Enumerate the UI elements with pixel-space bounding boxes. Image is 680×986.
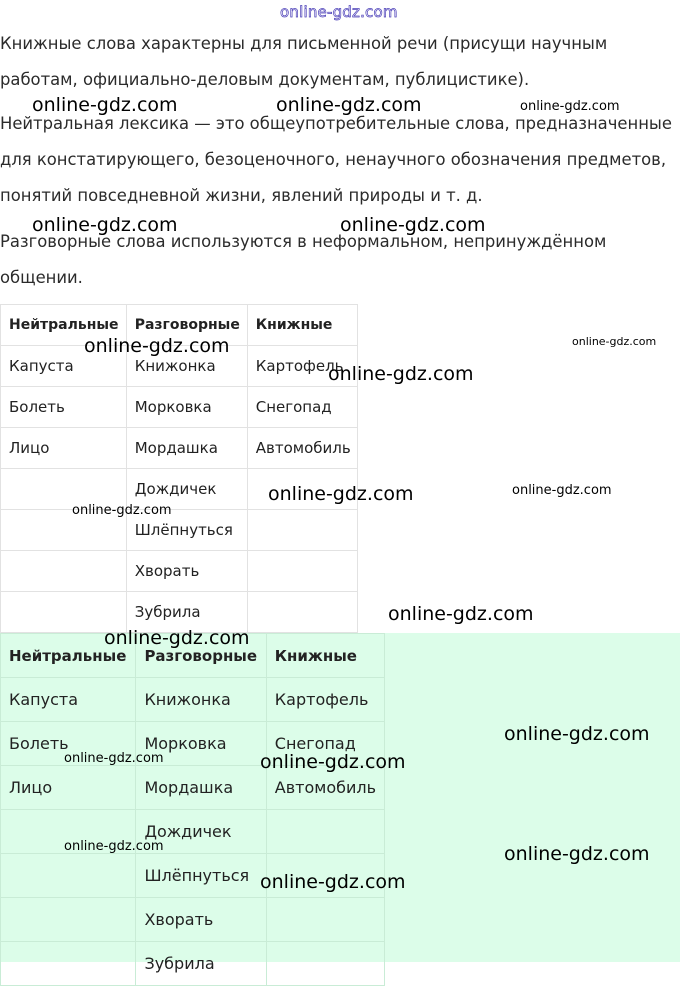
table-cell: Хворать bbox=[126, 551, 247, 592]
table-row bbox=[1, 387, 358, 428]
watermark: online-gdz.com bbox=[64, 751, 164, 766]
table-cell: Капуста bbox=[1, 678, 136, 722]
watermark: online-gdz.com bbox=[512, 483, 612, 498]
table-cell: Картофель bbox=[247, 346, 357, 387]
table-cell: Морковка bbox=[126, 387, 247, 428]
column-header: Нейтральные bbox=[1, 305, 127, 346]
paragraph-line: для констатирующего, безоценочного, ненаучного обозначения предметов, bbox=[0, 150, 667, 169]
paragraph-line: Книжные слова характерны для письменной речи (присущи научным bbox=[0, 34, 608, 53]
table-cell: Хворать bbox=[136, 898, 266, 942]
watermark: online-gdz.com bbox=[64, 839, 164, 854]
watermark: online-gdz.com bbox=[340, 214, 486, 236]
table-row bbox=[1, 428, 358, 469]
paragraph-line: понятий повседневной жизни, явлений природы и т. д. bbox=[0, 186, 483, 205]
table-cell: Мордашка bbox=[136, 766, 266, 810]
table-cell bbox=[1, 810, 136, 854]
table-cell bbox=[1, 510, 127, 551]
table-header-row bbox=[1, 634, 385, 678]
table-cell: Дождичек bbox=[126, 469, 247, 510]
table-cell: Автомобиль bbox=[247, 428, 357, 469]
table-row bbox=[1, 722, 385, 766]
column-header: Книжные bbox=[266, 634, 384, 678]
watermark: online-gdz.com bbox=[260, 871, 406, 893]
table-row bbox=[1, 854, 385, 898]
column-header: Нейтральные bbox=[1, 634, 136, 678]
column-header: Разговорные bbox=[126, 305, 247, 346]
paragraph-colloquial bbox=[0, 224, 675, 296]
table-row bbox=[1, 942, 385, 986]
watermark: online-gdz.com bbox=[268, 483, 414, 505]
paragraph-line: Разговорные слова используются в неформальном, непринуждённом bbox=[0, 232, 607, 251]
table-cell bbox=[1, 942, 136, 986]
table-cell bbox=[247, 469, 357, 510]
table-cell: Морковка bbox=[136, 722, 266, 766]
paragraph-line: Нейтральная лексика — это общеупотребительные слова, предназначенные bbox=[0, 114, 672, 133]
table-row bbox=[1, 592, 358, 633]
table-row bbox=[1, 766, 385, 810]
table-cell bbox=[247, 551, 357, 592]
paragraph-neutral bbox=[0, 106, 675, 214]
site-logo[interactable]: online-gdz.com bbox=[280, 3, 398, 21]
vocabulary-table bbox=[0, 304, 358, 633]
table-cell: Болеть bbox=[1, 722, 136, 766]
table-row bbox=[1, 810, 385, 854]
table-cell: Шлёпнуться bbox=[136, 854, 266, 898]
table-row bbox=[1, 551, 358, 592]
table-row bbox=[1, 678, 385, 722]
paragraph-bookish bbox=[0, 26, 675, 98]
watermark: online-gdz.com bbox=[84, 335, 230, 357]
watermark: online-gdz.com bbox=[32, 94, 178, 116]
table-cell: Лицо bbox=[1, 766, 136, 810]
table-row bbox=[1, 469, 358, 510]
table-cell: Зубрила bbox=[126, 592, 247, 633]
table-cell: Снегопад bbox=[247, 387, 357, 428]
table-cell: Снегопад bbox=[266, 722, 384, 766]
table-header-row bbox=[1, 305, 358, 346]
table-cell bbox=[266, 810, 384, 854]
paragraph-line: общении. bbox=[0, 268, 83, 287]
answer-table bbox=[0, 633, 385, 986]
table-cell bbox=[266, 942, 384, 986]
paragraph-line: работам, официально-деловым документам, публицистике). bbox=[0, 70, 530, 89]
watermark: online-gdz.com bbox=[520, 99, 620, 114]
table-cell bbox=[266, 898, 384, 942]
table-cell bbox=[1, 592, 127, 633]
watermark: online-gdz.com bbox=[72, 503, 172, 518]
table-row bbox=[1, 898, 385, 942]
table-cell bbox=[1, 898, 136, 942]
table-row bbox=[1, 510, 358, 551]
table-cell bbox=[1, 469, 127, 510]
watermark: online-gdz.com bbox=[328, 363, 474, 385]
watermark: online-gdz.com bbox=[388, 603, 534, 625]
table-cell: Мордашка bbox=[126, 428, 247, 469]
watermark: online-gdz.com bbox=[104, 627, 250, 649]
watermark: online-gdz.com bbox=[504, 843, 650, 865]
table-cell: Книжонка bbox=[136, 678, 266, 722]
watermark: online-gdz.com bbox=[32, 214, 178, 236]
table-cell bbox=[1, 854, 136, 898]
table-cell bbox=[247, 592, 357, 633]
watermark: online-gdz.com bbox=[276, 94, 422, 116]
table-cell: Зубрила bbox=[136, 942, 266, 986]
watermark: online-gdz.com bbox=[260, 751, 406, 773]
column-header: Разговорные bbox=[136, 634, 266, 678]
table-cell bbox=[266, 854, 384, 898]
watermark: online-gdz.com bbox=[572, 335, 657, 348]
table-cell: Лицо bbox=[1, 428, 127, 469]
table-cell: Шлёпнуться bbox=[126, 510, 247, 551]
table-cell bbox=[1, 551, 127, 592]
table-row bbox=[1, 346, 358, 387]
table-cell: Книжонка bbox=[126, 346, 247, 387]
table-cell: Болеть bbox=[1, 387, 127, 428]
table-cell bbox=[247, 510, 357, 551]
table-cell: Картофель bbox=[266, 678, 384, 722]
column-header: Книжные bbox=[247, 305, 357, 346]
table-cell: Дождичек bbox=[136, 810, 266, 854]
table-cell: Капуста bbox=[1, 346, 127, 387]
table-cell: Автомобиль bbox=[266, 766, 384, 810]
watermark: online-gdz.com bbox=[504, 723, 650, 745]
